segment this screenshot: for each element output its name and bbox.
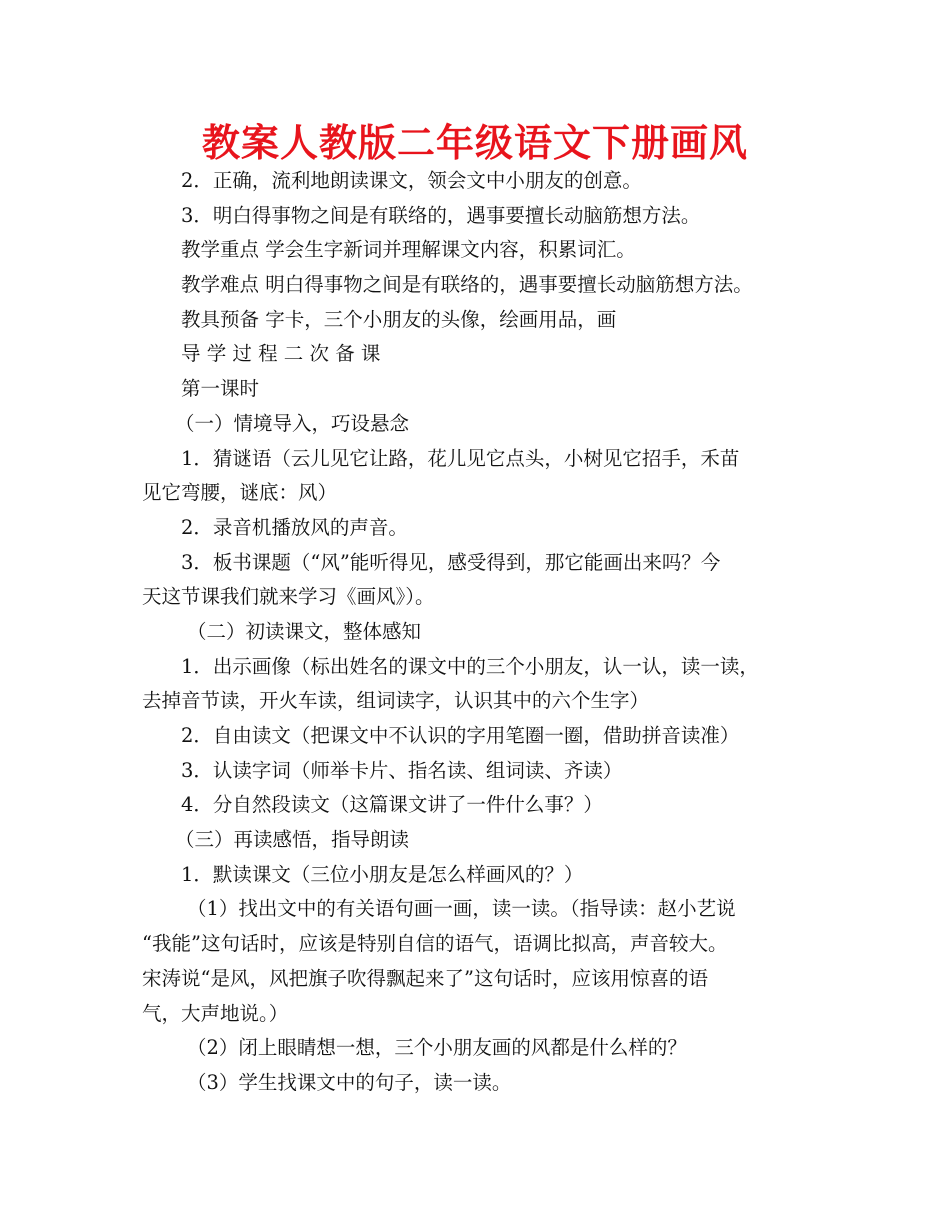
paragraph-line: 去掉音节读，开火车读，组词读字，认识其中的六个生字） — [142, 689, 650, 713]
paragraph-line: 3．板书课题（“风”能听得见，感受得到，那它能画出来吗？今 — [181, 550, 721, 574]
paragraph-line: （3）学生找课文中的句子，读一读。 — [187, 1070, 512, 1094]
paragraph-line: 气，大声地说。） — [142, 1001, 289, 1025]
paragraph-line: 天这节课我们就来学习《画风》）。 — [142, 585, 435, 609]
paragraph-line: 教学重点 学会生字新词并理解课文内容，积累词汇。 — [181, 238, 636, 262]
paragraph-line: 1．猜谜语（云儿见它让路，花儿见它点头，小树见它招手，禾苗 — [181, 446, 740, 470]
paragraph-line: 2．正确，流利地朗读课文，领会文中小朋友的创意。 — [181, 169, 642, 192]
paragraph-line: 宋涛说“是风，风把旗子吹得飘起来了”这句话时，应该用惊喜的语 — [142, 966, 708, 990]
paragraph-line: 4．分自然段读文（这篇课文讲了一件什么事？） — [181, 793, 603, 817]
paragraph-line: 教具预备 字卡，三个小朋友的头像，绘画用品，画 — [181, 307, 617, 331]
paragraph-line: 教学难点 明白得事物之间是有联络的，遇事要擅长动脑筋想方法。 — [181, 273, 753, 297]
section-heading: 导 学 过 程 二 次 备 课 — [181, 342, 381, 366]
section-heading: （二）初读课文，整体感知 — [187, 619, 422, 643]
paragraph-line: 3．认读字词（师举卡片、指名读、组词读、齐读） — [181, 758, 623, 782]
paragraph-line: “我能”这句话时，应该是特别自信的语气，语调比拟高，声音较大。 — [142, 932, 728, 956]
paragraph-line: 1．默读课文（三位小朋友是怎么样画风的？） — [181, 862, 584, 886]
section-heading: （一）情境导入，巧设悬念 — [175, 411, 410, 435]
paragraph-line: 2．自由读文（把课文中不认识的字用笔圈一圈，借助拼音读准） — [181, 724, 740, 747]
section-heading: 第一课时 — [181, 377, 260, 401]
paragraph-line: （1）找出文中的有关语句画一画，读一读。（指导读：赵小艺说 — [187, 897, 736, 921]
paragraph-line: （2）闭上眼睛想一想，三个小朋友画的风都是什么样的？ — [187, 1036, 687, 1060]
section-heading: （三）再读感悟，指导朗读 — [175, 828, 410, 852]
document-body — [142, 164, 832, 1101]
paragraph-line: 2．录音机播放风的声音。 — [181, 515, 408, 539]
document-title: 教案人教版二年级语文下册画风 — [201, 121, 748, 165]
paragraph-line: 1．出示画像（标出姓名的课文中的三个小朋友，认一认，读一读， — [181, 654, 759, 678]
paragraph-line: 见它弯腰，谜底：风） — [142, 481, 338, 505]
paragraph-line: 3．明白得事物之间是有联络的，遇事要擅长动脑筋想方法。 — [181, 203, 701, 227]
